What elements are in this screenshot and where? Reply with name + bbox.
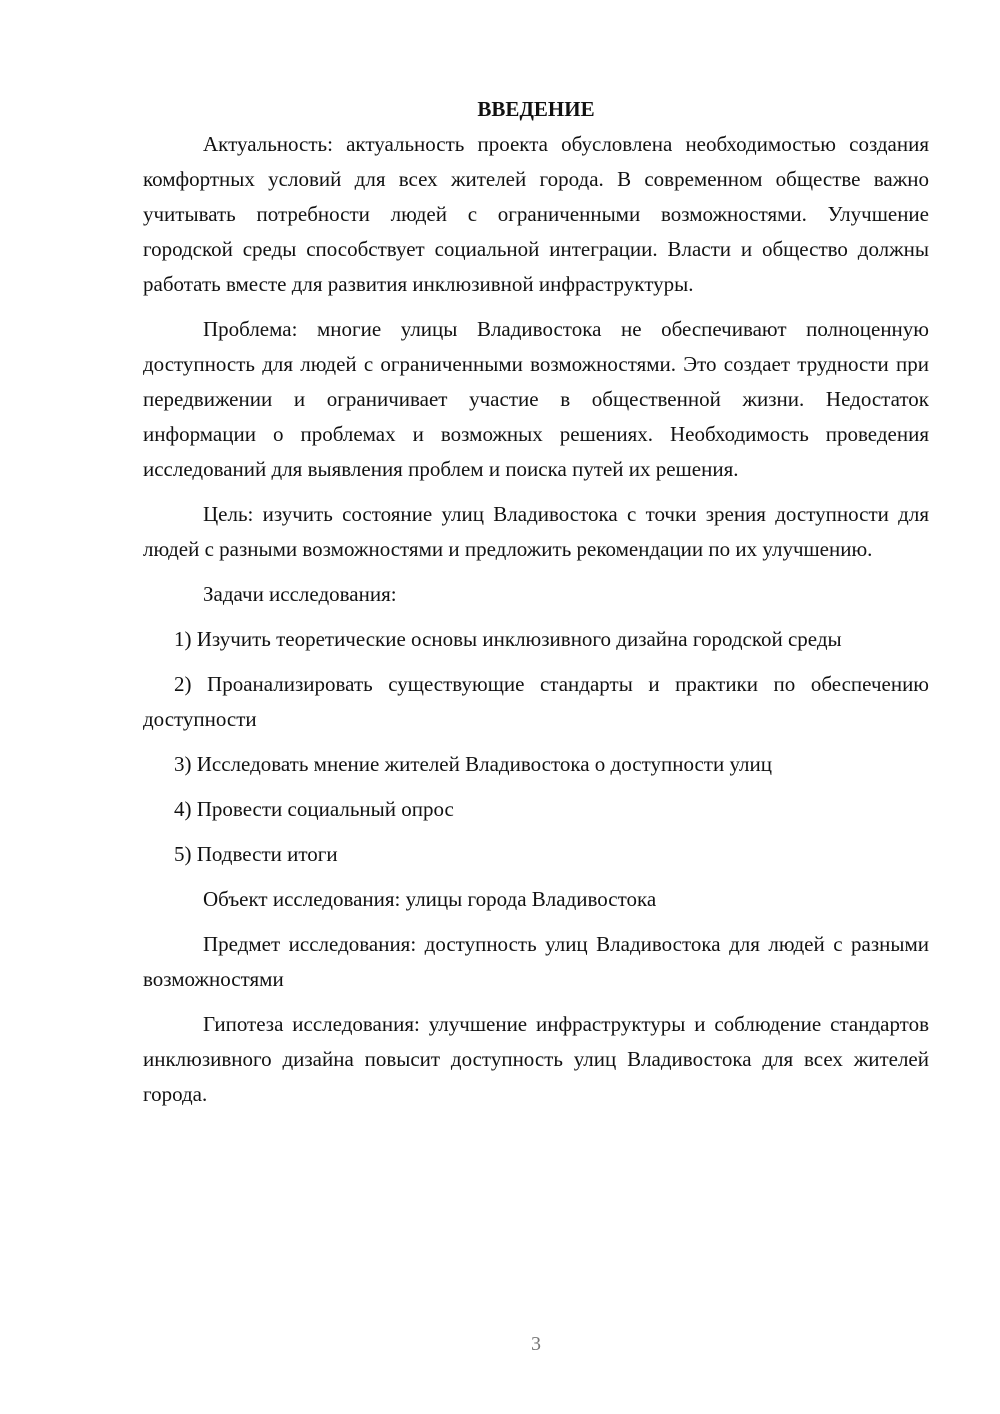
- relevance-paragraph: Актуальность: актуальность проекта обусловлена необходимостью создания комфортных условий для всех жителей города. В современном обществе важно учитывать потребности людей с ограниченными возможностями. Улучшение городской среды способствует социальной интеграции. Власти и общество должны работать вместе для развития инклюзивной инфраструктуры.: [143, 132, 929, 296]
- page-number: 3: [531, 1333, 541, 1355]
- tasks-heading: Задачи исследования:: [203, 582, 397, 606]
- goal-paragraph: Цель: изучить состояние улиц Владивостока с точки зрения доступности для людей с разными возможностями и предложить рекомендации по их улучшению.: [143, 502, 929, 561]
- tasks-list: [143, 622, 929, 872]
- list-item: 2) Проанализировать существующие стандарты и практики по обеспечению доступности: [143, 672, 929, 731]
- problem-paragraph: Проблема: многие улицы Владивостока не обеспечивают полноценную доступность для людей с ограниченными возможностями. Это создает трудности при передвижении и ограничивает участие в общественной жизни. Недостаток информации о проблемах и возможных решениях. Необходимость проведения исследований для выявления проблем и поиска путей их решения.: [143, 317, 929, 481]
- subject-paragraph: Предмет исследования: доступность улиц Владивостока для людей с разными возможностями: [143, 932, 929, 991]
- list-item: 1) Изучить теоретические основы инклюзивного дизайна городской среды: [174, 627, 842, 651]
- page-title: ВВЕДЕНИЕ: [477, 97, 595, 121]
- object-paragraph: Объект исследования: улицы города Владивостока: [203, 887, 657, 911]
- list-item: 5) Подвести итоги: [174, 842, 338, 866]
- document-page: [143, 92, 929, 1122]
- list-item: 4) Провести социальный опрос: [174, 797, 454, 821]
- hypothesis-paragraph: Гипотеза исследования: улучшение инфраструктуры и соблюдение стандартов инклюзивного дизайна повысит доступность улиц Владивостока для всех жителей города.: [143, 1012, 929, 1106]
- list-item: 3) Исследовать мнение жителей Владивостока о доступности улиц: [174, 752, 773, 776]
